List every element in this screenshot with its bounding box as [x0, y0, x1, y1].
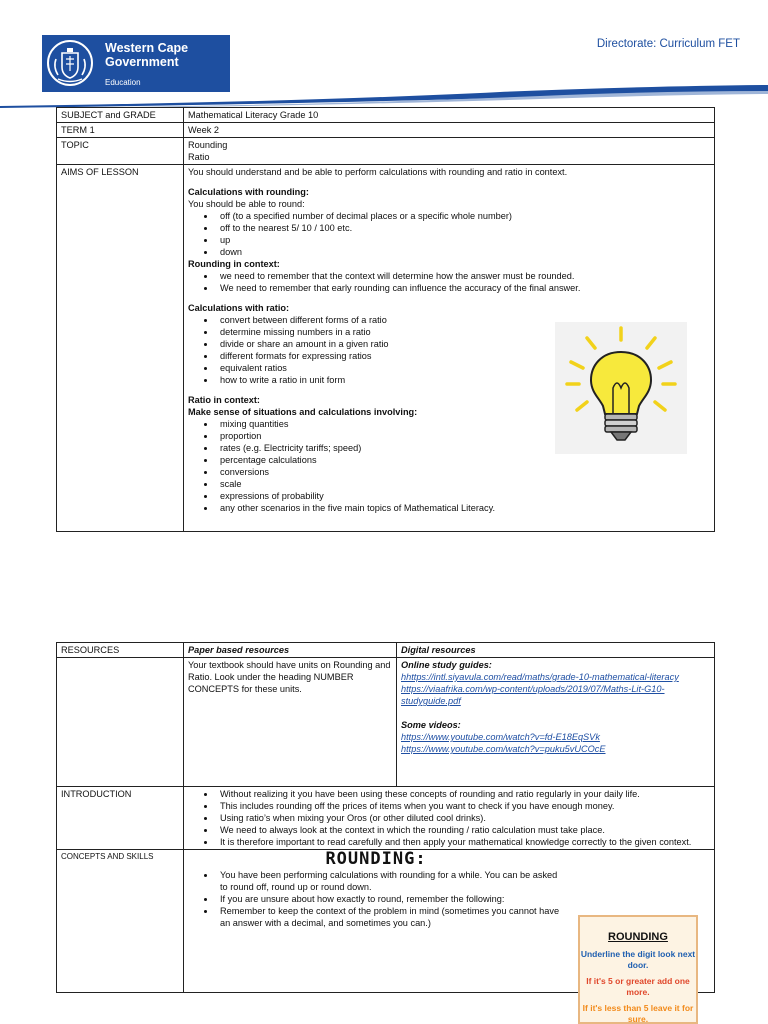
digital-content [397, 658, 715, 787]
list-item: • convert between different forms of a ratio [216, 314, 710, 326]
table-row [57, 108, 715, 123]
list-item: • Remember to keep the context of the problem in mind (sometimes you cannot have an answer with a decimal, and sometimes you can.) [216, 905, 564, 929]
directorate-title: Directorate: Curriculum FET [596, 38, 740, 50]
context-title: Rounding in context: [188, 259, 280, 269]
aims-label: AIMS OF LESSON [57, 165, 184, 532]
header-wave [0, 82, 768, 108]
online-title: Online study guides: [401, 660, 492, 670]
rounding-heading: ROUNDING: [325, 849, 427, 869]
paper-header: Paper based resources [184, 643, 397, 658]
ratio-context-sub: Make sense of situations and calculations involving: [188, 407, 418, 417]
list-item: • off (to a specified number of decimal places or a specific whole number) [216, 210, 710, 222]
list-item: • divide or share an amount in a given ratio [216, 338, 710, 350]
topic-value [184, 138, 715, 165]
list-item: • expressions of probability [216, 490, 710, 502]
rule-line-underline: Underline the digit look next door. [580, 949, 696, 970]
term-value: Week 2 [184, 123, 715, 138]
list-item: • We need to remember that early rounding can influence the accuracy of the final answer. [216, 282, 710, 294]
list-item: • If you are unsure about how exactly to round, remember the following: [216, 893, 564, 905]
list-item: • scale [216, 478, 710, 490]
context-list [188, 270, 710, 294]
rounding-title: Calculations with rounding: [188, 187, 309, 197]
list-item: • This includes rounding off the prices of items when you want to check if you have enough money. [216, 800, 710, 812]
table-row [57, 123, 715, 138]
rule-line-greater: If it's 5 or greater add one more. [586, 976, 690, 997]
subject-value: Mathematical Literacy Grade 10 [184, 108, 715, 123]
org-name [105, 41, 188, 69]
list-item: • different formats for expressing ratios [216, 350, 710, 362]
list-item: • proportion [216, 430, 710, 442]
aims-intro: You should understand and be able to perform calculations with rounding and ratio in context. [188, 167, 568, 177]
table-row [57, 658, 715, 787]
list-item: • we need to remember that the context will determine how the answer must be rounded. [216, 270, 710, 282]
topic-label: TOPIC [57, 138, 184, 165]
rounding-sub: You should be able to round: [188, 199, 305, 209]
list-item: • down [216, 246, 710, 258]
list-item: • determine missing numbers in a ratio [216, 326, 710, 338]
list-item: • how to write a ratio in unit form [216, 374, 710, 386]
list-item: • percentage calculations [216, 454, 710, 466]
list-item: • rates (e.g. Electricity tariffs; speed) [216, 442, 710, 454]
list-item: • off to the nearest 5/ 10 / 100 etc. [216, 222, 710, 234]
list-item: • It is therefore important to read carefully and then apply your mathematical knowledge correctly to the given context. [216, 836, 710, 848]
topic-rounding: Rounding [188, 140, 228, 150]
rounding-rule-card [578, 915, 698, 1024]
list-item: • mixing quantities [216, 418, 710, 430]
video-link-1[interactable]: https://www.youtube.com/watch?v=fd-E18EqSVk [401, 732, 600, 742]
subject-label: SUBJECT and GRADE [57, 108, 184, 123]
rule-card-title: ROUNDING [608, 931, 668, 943]
table-row [57, 643, 715, 658]
list-item: • Without realizing it you have been using these concepts of rounding and ratio regularly in your daily life. [216, 788, 710, 800]
table-row [57, 787, 715, 850]
rule-line-less: If it's less than 5 leave it for sure. [582, 1003, 694, 1024]
topic-ratio: Ratio [188, 152, 210, 162]
list-item: • up [216, 234, 710, 246]
ratio-context-title: Ratio in context: [188, 395, 260, 405]
intro-list [188, 788, 710, 848]
table-row [57, 138, 715, 165]
coat-of-arms-icon [46, 39, 94, 87]
digital-header: Digital resources [397, 643, 715, 658]
light-bulb-icon [555, 322, 687, 454]
videos-title: Some videos: [401, 720, 461, 730]
list-item: • You have been performing calculations with rounding for a while. You can be asked to round off, round up or round down. [216, 869, 564, 893]
org-sub: Education [105, 78, 141, 87]
resources-label: RESOURCES [57, 643, 184, 658]
ratio-title: Calculations with ratio: [188, 303, 290, 313]
list-item: • equivalent ratios [216, 362, 710, 374]
concepts-label: CONCEPTS AND SKILLS [57, 850, 184, 993]
concepts-list [188, 869, 564, 929]
online-link-siyavula[interactable]: hhttps://intl.siyavula.com/read/maths/grade-10-mathematical-literacy [401, 672, 679, 682]
org-line1: Western Cape [105, 41, 189, 55]
intro-content [184, 787, 715, 850]
rounding-list [188, 210, 710, 258]
lesson-table [56, 107, 715, 532]
paper-text: Your textbook should have units on Rounding and Ratio. Look under the heading NUMBER CONCEPTS for these units. [184, 658, 397, 787]
org-line2: Government [105, 55, 179, 69]
term-label: TERM 1 [57, 123, 184, 138]
intro-label: INTRODUCTION [57, 787, 184, 850]
list-item: • conversions [216, 466, 710, 478]
online-link-viaafrika[interactable]: https://viaafrika.com/wp-content/uploads/2019/07/Maths-Lit-G10-studyguide.pdf [401, 684, 665, 706]
list-item: • any other scenarios in the five main topics of Mathematical Literacy. [216, 502, 710, 514]
list-item: • We need to always look at the context in which the rounding / ratio calculation must take place. [216, 824, 710, 836]
list-item: • Using ratio’s when mixing your Oros (or other diluted cool drinks). [216, 812, 710, 824]
video-link-2[interactable]: https://www.youtube.com/watch?v=puku5vUCOcE [401, 744, 606, 754]
